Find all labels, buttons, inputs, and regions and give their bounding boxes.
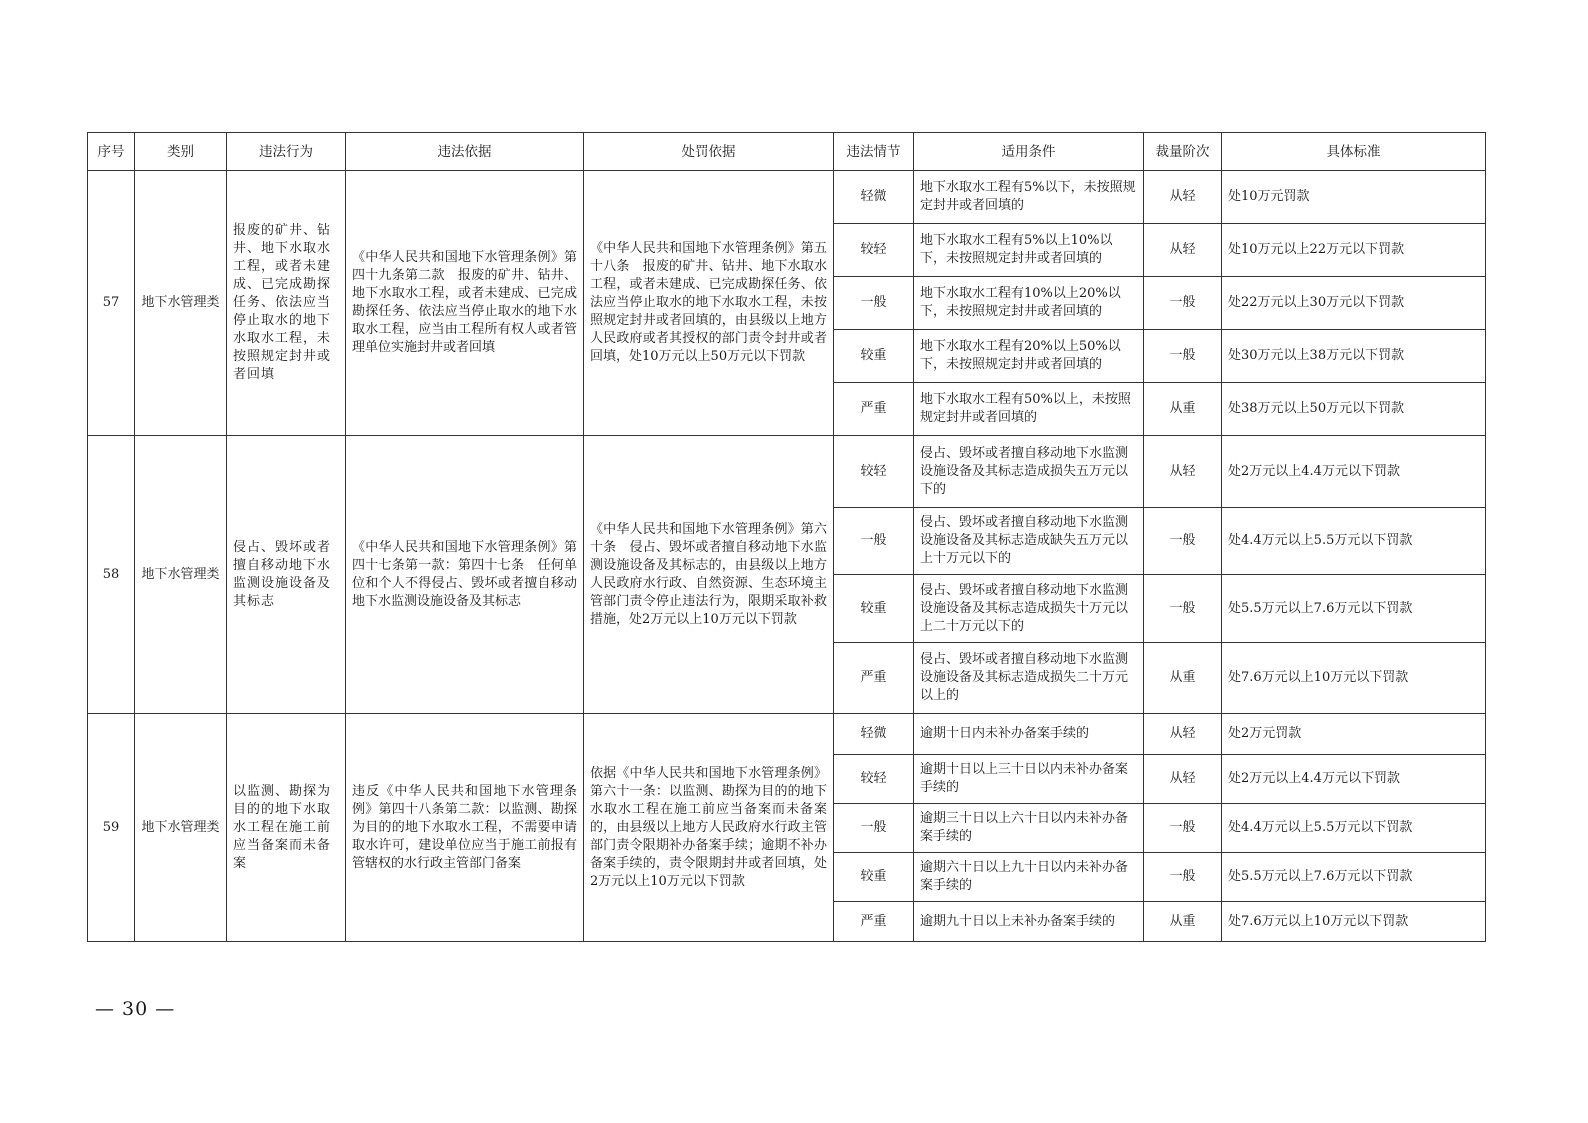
penalty-basis-cell: 《中华人民共和国地下水管理条例》第五十八条 报废的矿井、钻井、地下水取水工程，或者未建成、已完成勘探任务、依法应当停止取水的地下水取水工程，未按照规定封井或者回填的，由县级以上地方人民政府或者其授权的部门责令封井或者回填，处10万元以上50万元以下罚款: [584, 171, 834, 436]
standard-cell: 处4.4万元以上5.5万元以下罚款: [1222, 508, 1486, 575]
discretion-step-cell: 从轻: [1144, 171, 1222, 224]
discretion-step-cell: 从轻: [1144, 224, 1222, 277]
discretion-step-cell: 一般: [1144, 508, 1222, 575]
condition-cell: 逾期十日以上三十日以内未补办备案手续的: [914, 755, 1144, 804]
header-no: 序号: [88, 133, 135, 171]
penalty-standards-table: [87, 132, 1486, 942]
standard-cell: 处10万元以上22万元以下罚款: [1222, 224, 1486, 277]
header-condition: 适用条件: [914, 133, 1144, 171]
circumstance-cell: 较轻: [834, 436, 914, 508]
header-standard: 具体标准: [1222, 133, 1486, 171]
header-row: [88, 133, 1486, 171]
standard-cell: 处38万元以上50万元以下罚款: [1222, 383, 1486, 436]
violation-basis-cell: 违反《中华人民共和国地下水管理条例》第四十八条第二款：以监测、勘探为目的的地下水取水工程，不需要申请取水许可，建设单位应当于施工前报有管辖权的水行政主管部门备案: [346, 714, 584, 942]
circumstance-cell: 严重: [834, 902, 914, 942]
circumstance-cell: 较重: [834, 575, 914, 643]
standard-cell: 处7.6万元以上10万元以下罚款: [1222, 902, 1486, 942]
discretion-step-cell: 一般: [1144, 804, 1222, 853]
condition-cell: 侵占、毁坏或者擅自移动地下水监测设施设备及其标志造成缺失五万元以上十万元以下的: [914, 508, 1144, 575]
circumstance-cell: 一般: [834, 508, 914, 575]
row-number: 59: [88, 714, 135, 942]
discretion-step-cell: 一般: [1144, 853, 1222, 902]
circumstance-cell: 较重: [834, 853, 914, 902]
condition-cell: 逾期十日内未补办备案手续的: [914, 714, 1144, 755]
condition-cell: 逾期三十日以上六十日以内未补办备案手续的: [914, 804, 1144, 853]
header-act: 违法行为: [227, 133, 346, 171]
condition-cell: 侵占、毁坏或者擅自移动地下水监测设施设备及其标志造成损失二十万元以上的: [914, 643, 1144, 714]
standard-cell: 处10万元罚款: [1222, 171, 1486, 224]
condition-cell: 地下水取水工程有50%以上，未按照规定封井或者回填的: [914, 383, 1144, 436]
header-category: 类别: [135, 133, 227, 171]
header-discretion-step: 裁量阶次: [1144, 133, 1222, 171]
condition-cell: 地下水取水工程有20%以上50%以下，未按照规定封井或者回填的: [914, 330, 1144, 383]
discretion-step-cell: 一般: [1144, 277, 1222, 330]
standard-cell: 处7.6万元以上10万元以下罚款: [1222, 643, 1486, 714]
penalty-basis-cell: 《中华人民共和国地下水管理条例》第六十条 侵占、毁坏或者擅自移动地下水监测设施设备及其标志的，由县级以上地方人民政府水行政、自然资源、生态环境主管部门责令停止违法行为，限期采取补救措施，处2万元以上10万元以下罚款: [584, 436, 834, 714]
discretion-step-cell: 从重: [1144, 643, 1222, 714]
standard-cell: 处4.4万元以上5.5万元以下罚款: [1222, 804, 1486, 853]
condition-cell: 侵占、毁坏或者擅自移动地下水监测设施设备及其标志造成损失五万元以下的: [914, 436, 1144, 508]
circumstance-cell: 一般: [834, 277, 914, 330]
act-cell: 侵占、毁坏或者擅自移动地下水监测设施设备及其标志: [227, 436, 346, 714]
discretion-step-cell: 一般: [1144, 330, 1222, 383]
discretion-step-cell: 从轻: [1144, 436, 1222, 508]
discretion-step-cell: 从重: [1144, 902, 1222, 942]
condition-cell: 地下水取水工程有5%以上10%以下，未按照规定封井或者回填的: [914, 224, 1144, 277]
category-cell: 地下水管理类: [135, 171, 227, 436]
circumstance-cell: 较轻: [834, 755, 914, 804]
standard-cell: 处22万元以上30万元以下罚款: [1222, 277, 1486, 330]
act-cell: 以监测、勘探为目的的地下水取水工程在施工前应当备案而未备案: [227, 714, 346, 942]
condition-cell: 逾期六十日以上九十日以内未补办备案手续的: [914, 853, 1144, 902]
row-number: 57: [88, 171, 135, 436]
standard-cell: 处30万元以上38万元以下罚款: [1222, 330, 1486, 383]
circumstance-cell: 轻微: [834, 171, 914, 224]
discretion-step-cell: 从轻: [1144, 755, 1222, 804]
condition-cell: 侵占、毁坏或者擅自移动地下水监测设施设备及其标志造成损失十万元以上二十万元以下的: [914, 575, 1144, 643]
condition-cell: 逾期九十日以上未补办备案手续的: [914, 902, 1144, 942]
condition-cell: 地下水取水工程有10%以上20%以下，未按照规定封井或者回填的: [914, 277, 1144, 330]
circumstance-cell: 一般: [834, 804, 914, 853]
circumstance-cell: 较轻: [834, 224, 914, 277]
page-number: — 30 —: [95, 998, 176, 1020]
table-row: [88, 714, 1486, 755]
standard-cell: 处2万元以上4.4万元以下罚款: [1222, 436, 1486, 508]
circumstance-cell: 严重: [834, 643, 914, 714]
circumstance-cell: 较重: [834, 330, 914, 383]
standard-cell: 处2万元罚款: [1222, 714, 1486, 755]
circumstance-cell: 轻微: [834, 714, 914, 755]
table-row: [88, 436, 1486, 508]
violation-basis-cell: 《中华人民共和国地下水管理条例》第四十九条第二款 报废的矿井、钻井、地下水取水工程，或者未建成、已完成勘探任务、依法应当停止取水的地下水取水工程，应当由工程所有权人或者管理单位实施封井或者回填: [346, 171, 584, 436]
header-circumstance: 违法情节: [834, 133, 914, 171]
violation-basis-cell: 《中华人民共和国地下水管理条例》第四十七条第一款：第四十七条 任何单位和个人不得侵占、毁坏或者擅自移动地下水监测设施设备及其标志: [346, 436, 584, 714]
penalty-basis-cell: 依据《中华人民共和国地下水管理条例》第六十一条：以监测、勘探为目的的地下水取水工程在施工前应当备案而未备案的，由县级以上地方人民政府水行政主管部门责令限期补办备案手续；逾期不补办备案手续的，责令限期封井或者回填，处2万元以上10万元以下罚款: [584, 714, 834, 942]
circumstance-cell: 严重: [834, 383, 914, 436]
category-cell: 地下水管理类: [135, 714, 227, 942]
standard-cell: 处2万元以上4.4万元以下罚款: [1222, 755, 1486, 804]
header-violation-basis: 违法依据: [346, 133, 584, 171]
discretion-step-cell: 从重: [1144, 383, 1222, 436]
discretion-step-cell: 从轻: [1144, 714, 1222, 755]
table-row: [88, 171, 1486, 224]
discretion-step-cell: 一般: [1144, 575, 1222, 643]
row-number: 58: [88, 436, 135, 714]
act-cell: 报废的矿井、钻井、地下水取水工程，或者未建成、已完成勘探任务、依法应当停止取水的地下水取水工程，未按照规定封井或者回填: [227, 171, 346, 436]
header-penalty-basis: 处罚依据: [584, 133, 834, 171]
condition-cell: 地下水取水工程有5%以下，未按照规定封井或者回填的: [914, 171, 1144, 224]
standard-cell: 处5.5万元以上7.6万元以下罚款: [1222, 575, 1486, 643]
category-cell: 地下水管理类: [135, 436, 227, 714]
standard-cell: 处5.5万元以上7.6万元以下罚款: [1222, 853, 1486, 902]
